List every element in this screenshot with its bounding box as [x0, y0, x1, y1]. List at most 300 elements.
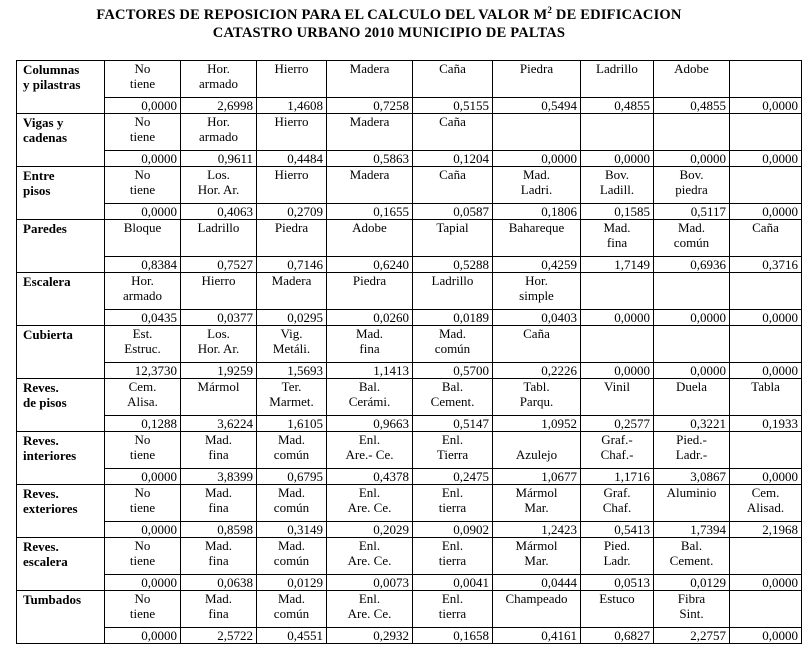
factor-value-cell: 0,0000 [105, 204, 181, 220]
category-label-line: Reves. [23, 539, 59, 554]
material-label-line: armado [199, 76, 238, 91]
factor-value-cell: 1,2423 [493, 522, 581, 538]
factor-value-cell: 0,0000 [105, 98, 181, 114]
material-label-cell [730, 220, 802, 257]
factor-value-cell: 0,4259 [493, 257, 581, 273]
factor-value-cell: 0,0260 [327, 310, 413, 326]
material-label-line: tiene [129, 500, 156, 515]
factor-value-cell: 1,1716 [581, 469, 654, 485]
factor-value-cell: 0,0513 [581, 575, 654, 591]
material-label-line: Champeado [505, 591, 568, 606]
reposition-factors-table [16, 60, 802, 644]
factor-value-cell: 0,0000 [654, 363, 730, 379]
material-label-cell [181, 591, 257, 628]
material-label-cell [181, 273, 257, 310]
material-label-line: Madera [349, 61, 390, 76]
factor-value-cell: 0,2029 [327, 522, 413, 538]
material-label-cell [581, 220, 654, 257]
table-row-values [17, 257, 802, 273]
factor-value-cell: 0,3221 [654, 416, 730, 432]
material-label-line: tiene [129, 182, 156, 197]
material-label-cell [257, 220, 327, 257]
factor-value-cell: 0,3716 [730, 257, 802, 273]
material-label-line: Hor. [525, 273, 548, 288]
material-label-line: Hor. [207, 61, 230, 76]
material-label-cell [181, 485, 257, 522]
category-cell [17, 591, 105, 644]
material-label-cell [181, 379, 257, 416]
material-label-line: Hierro [201, 273, 236, 288]
material-label-cell [654, 379, 730, 416]
material-label-cell [654, 167, 730, 204]
category-cell [17, 538, 105, 591]
material-label-line: Ladrillo [596, 61, 638, 76]
category-label-line: Columnas [23, 62, 80, 77]
material-label-line: Bov. [604, 167, 630, 182]
material-label-line: tiene [129, 129, 156, 144]
material-label-line: No [134, 591, 151, 606]
material-label-line: Mad. [277, 591, 306, 606]
table-row-values [17, 575, 802, 591]
material-label-line: Aluminio [666, 485, 717, 500]
material-label-cell [257, 432, 327, 469]
material-label-line: Bal. [358, 379, 381, 394]
material-label-cell [730, 114, 802, 151]
factor-value-cell: 0,0295 [257, 310, 327, 326]
material-label-line: Graf. [603, 485, 631, 500]
material-label-cell [730, 591, 802, 628]
material-label-cell [105, 379, 181, 416]
material-label-line: común [273, 500, 310, 515]
material-label-line: Estruc. [124, 341, 161, 356]
factor-value-cell: 0,4161 [493, 628, 581, 644]
factor-value-cell: 0,0587 [413, 204, 493, 220]
material-label-cell [105, 220, 181, 257]
material-label-line: Enl. [441, 485, 464, 500]
material-label-line: Mar. [524, 500, 549, 515]
factor-value-cell: 0,1585 [581, 204, 654, 220]
material-label-cell [327, 432, 413, 469]
material-label-cell [493, 485, 581, 522]
table-row-values [17, 628, 802, 644]
material-label-line: fina [359, 341, 380, 356]
material-label-line: Hierro [274, 61, 309, 76]
material-label-cell [105, 114, 181, 151]
material-label-line: Enl. [358, 485, 381, 500]
factor-value-cell: 0,7258 [327, 98, 413, 114]
factor-value-cell: 0,4855 [654, 98, 730, 114]
table-row [17, 220, 802, 257]
material-label-cell [105, 326, 181, 363]
material-label-line: tiene [129, 606, 156, 621]
material-label-cell [181, 538, 257, 575]
table-row [17, 485, 802, 522]
factor-value-cell: 0,1655 [327, 204, 413, 220]
material-label-cell [730, 273, 802, 310]
category-label-line: Reves. [23, 380, 59, 395]
material-label-line: Piedra [352, 273, 387, 288]
factor-value-cell: 2,2757 [654, 628, 730, 644]
category-cell [17, 167, 105, 220]
material-label-cell [181, 61, 257, 98]
factor-value-cell: 0,4063 [181, 204, 257, 220]
factor-value-cell: 0,0435 [105, 310, 181, 326]
material-label-cell [257, 326, 327, 363]
material-label-line: Adobe [674, 61, 709, 76]
factor-value-cell: 0,2475 [413, 469, 493, 485]
category-label-line: interiores [23, 448, 77, 463]
material-label-cell [105, 167, 181, 204]
material-label-line: Adobe [352, 220, 387, 235]
factor-value-cell: 0,4551 [257, 628, 327, 644]
material-label-line: Mar. [524, 553, 549, 568]
material-label-cell [181, 326, 257, 363]
material-label-line: Cem. [128, 379, 157, 394]
factor-value-cell: 0,0073 [327, 575, 413, 591]
material-label-line: No [134, 432, 151, 447]
factor-value-cell: 0,0000 [730, 363, 802, 379]
material-label-cell [730, 167, 802, 204]
factor-value-cell: 0,0000 [581, 310, 654, 326]
factor-value-cell: 0,1288 [105, 416, 181, 432]
material-label-cell [730, 61, 802, 98]
factor-value-cell: 2,6998 [181, 98, 257, 114]
material-label-line: armado [123, 288, 162, 303]
material-label-cell [257, 61, 327, 98]
material-label-line: piedra [675, 182, 708, 197]
material-label-line: Ter. [281, 379, 302, 394]
material-label-line: No [134, 114, 151, 129]
material-label-line: fina [208, 500, 229, 515]
material-label-cell [654, 273, 730, 310]
material-label-cell [413, 220, 493, 257]
table-row [17, 167, 802, 204]
material-label-cell [493, 326, 581, 363]
material-label-line: Hor. Ar. [197, 341, 240, 356]
factor-value-cell: 0,5147 [413, 416, 493, 432]
material-label-line: simple [519, 288, 554, 303]
factor-value-cell: 0,0000 [105, 522, 181, 538]
table-row-values [17, 151, 802, 167]
material-label-cell [181, 167, 257, 204]
material-label-cell [327, 591, 413, 628]
factor-value-cell: 0,0902 [413, 522, 493, 538]
material-label-line: Alisa. [127, 394, 158, 409]
material-label-line: Ladr. [603, 553, 631, 568]
material-label-line: Cement. [430, 394, 475, 409]
table-row-values [17, 310, 802, 326]
material-label-line: Parqu. [519, 394, 554, 409]
table-row [17, 114, 802, 151]
material-label-line: Alisad. [746, 500, 785, 515]
material-label-line: Madera [349, 114, 390, 129]
title-line-1: FACTORES DE REPOSICION PARA EL CALCULO DEL VALOR $M^2$ DE EDIFICACION [96, 5, 682, 23]
factor-value-cell: 0,1204 [413, 151, 493, 167]
material-label-line: Vig. [280, 326, 303, 341]
material-label-line: Are. Ce. [347, 500, 392, 515]
material-label-line: Piedra [274, 220, 309, 235]
factor-value-cell: 0,5155 [413, 98, 493, 114]
factor-value-cell: 0,8384 [105, 257, 181, 273]
material-label-line: fina [208, 606, 229, 621]
material-label-line: Caña [439, 61, 466, 76]
material-label-line: Mad. [204, 485, 233, 500]
category-label-line: exteriores [23, 501, 78, 516]
factor-value-cell: 1,7394 [654, 522, 730, 538]
material-label-cell [327, 379, 413, 416]
material-label-line: No [134, 61, 151, 76]
factor-value-cell: 0,0000 [105, 575, 181, 591]
material-label-line: Mad. [522, 167, 551, 182]
factor-value-cell: 0,0000 [105, 469, 181, 485]
factor-value-cell: 0,0000 [654, 310, 730, 326]
material-label-cell [654, 591, 730, 628]
material-label-line: común [273, 606, 310, 621]
material-label-line: No [134, 485, 151, 500]
factor-value-cell: 0,0129 [257, 575, 327, 591]
material-label-cell [413, 591, 493, 628]
material-label-line: tierra [438, 606, 467, 621]
material-label-cell [654, 485, 730, 522]
material-label-cell [105, 273, 181, 310]
material-label-cell [327, 538, 413, 575]
material-label-cell [493, 167, 581, 204]
material-label-line: Hierro [274, 167, 309, 182]
category-label-line: Reves. [23, 486, 59, 501]
material-label-line: Los. [207, 167, 230, 182]
factor-value-cell: 0,8598 [181, 522, 257, 538]
material-label-cell [581, 326, 654, 363]
material-label-cell [493, 591, 581, 628]
material-label-line: No [134, 538, 151, 553]
material-label-cell [257, 167, 327, 204]
factor-value-cell: 1,9259 [181, 363, 257, 379]
material-label-cell [730, 379, 802, 416]
material-label-cell [105, 432, 181, 469]
material-label-line: Mad. [204, 432, 233, 447]
material-label-line: armado [199, 129, 238, 144]
material-label-line: Tabl. [523, 379, 550, 394]
material-label-cell [413, 485, 493, 522]
material-label-line: Bahareque [508, 220, 565, 235]
table-row [17, 326, 802, 363]
material-label-cell [105, 591, 181, 628]
factor-value-cell: 0,0041 [413, 575, 493, 591]
factor-value-cell: 0,0000 [730, 204, 802, 220]
category-label-line: escalera [23, 554, 68, 569]
material-label-cell [654, 432, 730, 469]
material-label-cell [105, 61, 181, 98]
material-label-cell [654, 326, 730, 363]
factor-value-cell: 0,0000 [105, 628, 181, 644]
material-label-line: común [673, 235, 710, 250]
material-label-cell [181, 114, 257, 151]
material-label-line: fina [606, 235, 628, 250]
material-label-cell [493, 114, 581, 151]
material-label-line: Enl. [358, 538, 381, 553]
material-label-cell [493, 220, 581, 257]
material-label-line: Mad. [204, 538, 233, 553]
category-cell [17, 61, 105, 114]
material-label-line: Mad. [277, 485, 306, 500]
material-label-line: Bal. [680, 538, 703, 553]
table-row-values [17, 522, 802, 538]
material-label-cell [257, 485, 327, 522]
material-label-line: No [134, 167, 151, 182]
category-label-line: Tumbados [23, 592, 82, 607]
material-label-line: Caña [439, 167, 466, 182]
material-label-line: Los. [207, 326, 230, 341]
material-label-line: Pied.- [676, 432, 707, 447]
category-label-line: pisos [23, 183, 51, 198]
material-label-line: tiene [129, 76, 156, 91]
factor-value-cell: 1,4608 [257, 98, 327, 114]
category-label-line: cadenas [23, 130, 68, 145]
material-label-cell [413, 167, 493, 204]
material-label-cell [581, 114, 654, 151]
factor-value-cell: 0,1658 [413, 628, 493, 644]
factor-value-cell: 0,5863 [327, 151, 413, 167]
category-label-line: Entre [23, 168, 55, 183]
table-row [17, 591, 802, 628]
material-label-line: Ladri. [520, 182, 553, 197]
material-label-cell [327, 273, 413, 310]
material-label-line: Metáli. [272, 341, 311, 356]
material-label-line: Mármol [197, 379, 240, 394]
material-label-line: Piedra [519, 61, 554, 76]
factor-value-cell: 0,0000 [730, 628, 802, 644]
category-label-line: de pisos [23, 395, 67, 410]
material-label-cell [327, 485, 413, 522]
factor-value-cell: 0,0377 [181, 310, 257, 326]
factor-value-cell: 0,4484 [257, 151, 327, 167]
material-label-line: Are. Ce. [347, 553, 392, 568]
category-cell [17, 273, 105, 326]
material-label-line: Estuco [599, 591, 635, 606]
material-label-cell [654, 538, 730, 575]
material-label-line: Enl. [441, 432, 464, 447]
material-label-cell [413, 326, 493, 363]
factor-value-cell: 3,0867 [654, 469, 730, 485]
factor-value-cell: 0,4855 [581, 98, 654, 114]
material-label-line: Bov. [679, 167, 704, 182]
factor-value-cell: 0,2577 [581, 416, 654, 432]
category-cell [17, 485, 105, 538]
material-label-cell [730, 432, 802, 469]
material-label-line: tierra [438, 553, 467, 568]
material-label-line: Ladrillo [431, 273, 474, 288]
factor-value-cell: 0,0000 [654, 151, 730, 167]
material-label-line: común [273, 447, 310, 462]
factor-value-cell: 0,0000 [730, 575, 802, 591]
table-row [17, 432, 802, 469]
material-label-line: Graf.- [601, 432, 633, 447]
factor-value-cell: 0,2709 [257, 204, 327, 220]
factor-value-cell: 0,0403 [493, 310, 581, 326]
material-label-cell [105, 485, 181, 522]
table-row [17, 538, 802, 575]
material-label-line [497, 432, 576, 447]
factor-value-cell: 1,0952 [493, 416, 581, 432]
material-label-line: Mad. [603, 220, 631, 235]
material-label-line: Pied. [603, 538, 631, 553]
material-label-cell [581, 538, 654, 575]
factor-value-cell: 0,0000 [730, 98, 802, 114]
material-label-cell [327, 326, 413, 363]
material-label-line: Madera [349, 167, 390, 182]
factor-value-cell: 0,0000 [493, 151, 581, 167]
factor-value-cell: 0,0000 [730, 469, 802, 485]
category-label-line: Cubierta [23, 327, 73, 342]
material-label-line: Caña [439, 114, 466, 129]
material-label-cell [493, 273, 581, 310]
material-label-cell [581, 485, 654, 522]
factor-value-cell: 1,0677 [493, 469, 581, 485]
material-label-cell [654, 114, 730, 151]
material-label-cell [181, 432, 257, 469]
material-label-cell [413, 432, 493, 469]
material-label-cell [327, 167, 413, 204]
material-label-line: Bal. [441, 379, 464, 394]
material-label-line: Caña [752, 220, 779, 235]
material-label-cell [581, 432, 654, 469]
material-label-cell [413, 379, 493, 416]
factor-value-cell: 3,6224 [181, 416, 257, 432]
category-label-line: Escalera [23, 274, 71, 289]
material-label-cell [257, 114, 327, 151]
material-label-line: Mad. [277, 538, 306, 553]
material-label-cell [257, 538, 327, 575]
factor-value-cell: 0,6827 [581, 628, 654, 644]
table-row-values [17, 469, 802, 485]
material-label-line: Cerámi. [348, 394, 391, 409]
material-label-cell [413, 273, 493, 310]
table-row [17, 273, 802, 310]
factor-value-cell: 1,1413 [327, 363, 413, 379]
material-label-line: Est. [132, 326, 153, 341]
category-label-line: Paredes [23, 221, 67, 236]
factor-value-cell: 0,0444 [493, 575, 581, 591]
factor-value-cell: 0,5288 [413, 257, 493, 273]
material-label-cell [257, 591, 327, 628]
material-label-line: Mármol [515, 538, 558, 553]
material-label-line: Mad. [355, 326, 384, 341]
material-label-line: tierra [438, 500, 467, 515]
factor-value-cell: 0,6795 [257, 469, 327, 485]
material-label-line: Cement. [669, 553, 714, 568]
table-row-values [17, 204, 802, 220]
material-label-cell [105, 538, 181, 575]
category-cell [17, 114, 105, 167]
factor-value-cell: 0,1806 [493, 204, 581, 220]
material-label-cell [327, 220, 413, 257]
material-label-line: Enl. [441, 591, 464, 606]
factor-value-cell: 0,0000 [730, 310, 802, 326]
material-label-line: Mármol [515, 485, 558, 500]
material-label-line: Duela [675, 379, 708, 394]
table-row [17, 379, 802, 416]
factor-value-cell: 0,1933 [730, 416, 802, 432]
material-label-line: Ladr.- [675, 447, 708, 462]
factor-value-cell: 0,0189 [413, 310, 493, 326]
material-label-line: Enl. [441, 538, 464, 553]
material-label-cell [581, 379, 654, 416]
factor-value-cell: 0,4378 [327, 469, 413, 485]
material-label-line: Mad. [677, 220, 706, 235]
material-label-cell [413, 538, 493, 575]
material-label-cell [581, 167, 654, 204]
factor-value-cell: 0,7146 [257, 257, 327, 273]
